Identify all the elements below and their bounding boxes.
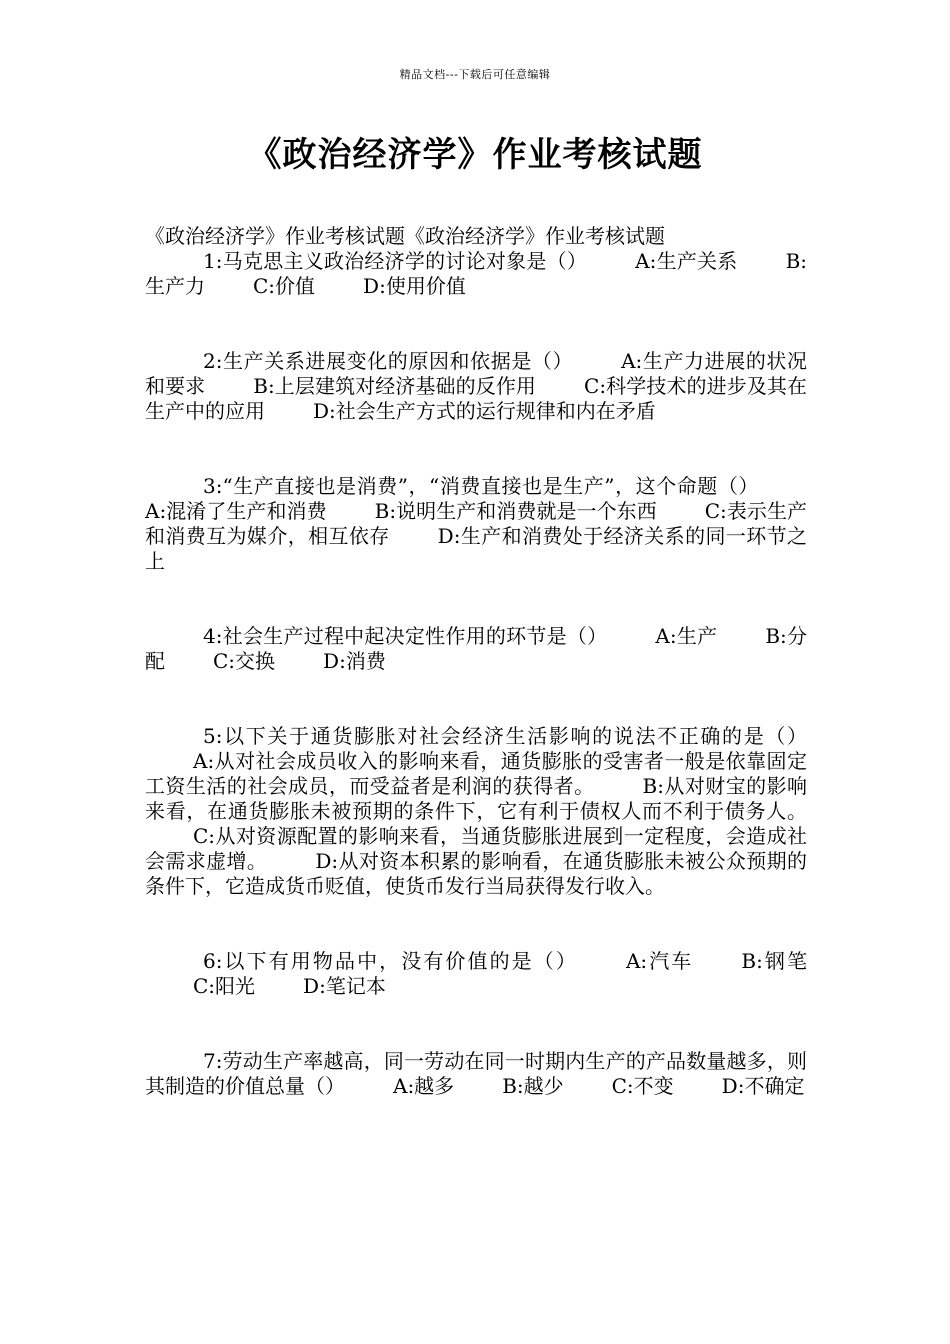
- option-a: A:生产力进展的状况和要求: [145, 349, 807, 398]
- question-stem: 2:生产关系进展变化的原因和依据是（）: [203, 349, 574, 373]
- option-a: A:混淆了生产和消费: [145, 499, 327, 523]
- option-c: C:阳光: [193, 974, 256, 998]
- option-a: A:生产: [655, 624, 718, 648]
- question-3: [145, 474, 807, 574]
- question-7: [145, 1049, 807, 1099]
- option-a: A:生产关系: [635, 249, 738, 273]
- question-stem: 1:马克思主义政治经济学的讨论对象是（）: [203, 249, 588, 273]
- question-stem: 3:“生产直接也是消费”，“消费直接也是生产”，这个命题（）: [203, 474, 759, 498]
- option-b: B:生产力: [145, 249, 807, 298]
- option-b: B:上层建筑对经济基础的反作用: [253, 374, 537, 398]
- question-5: [145, 724, 807, 899]
- page-title: 《政治经济学》作业考核试题: [247, 135, 703, 175]
- option-d: D:消费: [323, 649, 386, 673]
- question-1: [145, 249, 807, 299]
- option-c: C:表示生产和消费互为媒介，相互依存: [145, 499, 807, 548]
- option-c: C:不变: [611, 1074, 674, 1098]
- question-stem: 4:社会生产过程中起决定性作用的环节是（）: [203, 624, 608, 648]
- option-d: D:笔记本: [303, 974, 386, 998]
- header-note: 精品文档---下载后可任意编辑: [399, 68, 551, 81]
- intro-line: 《政治经济学》作业考核试题《政治经济学》作业考核试题: [145, 224, 665, 248]
- question-4: [145, 624, 807, 674]
- option-c: C:交换: [213, 649, 276, 673]
- option-b: B:说明生产和消费就是一个东西: [374, 499, 657, 523]
- option-d: D:生产和消费处于经济关系的同一环节之上: [145, 524, 808, 573]
- option-a: A:汽车: [625, 949, 694, 973]
- option-d: D:从对资本积累的影响看，在通货膨胀未被公众预期的条件下，它造成货币贬值，使货币发行当局获得发行收入。: [145, 849, 807, 898]
- question-2: [145, 349, 807, 424]
- option-b: B:从对财宝的影响来看，在通货膨胀未被预期的条件下，它有利于债权人而不利于债务人。: [145, 774, 807, 823]
- question-stem: 5:以下关于通货膨胀对社会经济生活影响的说法不正确的是（）: [203, 724, 807, 748]
- question-stem: 7:劳动生产率越高，同一劳动在同一时期内生产的产品数量越多，则其制造的价值总量（）: [145, 1049, 807, 1098]
- option-b: B:分配: [145, 624, 807, 673]
- option-c: C:科学技术的进步及其在生产中的应用: [145, 374, 808, 423]
- question-6: [145, 949, 807, 999]
- option-d: D:不确定: [721, 1074, 805, 1098]
- document-body: [145, 224, 807, 1099]
- option-b: B:钢笔: [741, 949, 807, 973]
- option-b: B:越少: [502, 1074, 564, 1098]
- option-a: A:从对社会成员收入的影响来看，通货膨胀的受害者一般是依靠固定工资生活的社会成员，而受益者是利润的获得者。: [145, 749, 807, 798]
- option-c: C:从对资源配置的影响来看，当通货膨胀进展到一定程度，会造成社会需求虚增。: [145, 824, 807, 873]
- option-a: A:越多: [393, 1074, 455, 1098]
- option-d: D:社会生产方式的运行规律和内在矛盾: [313, 399, 656, 423]
- option-d: D:使用价值: [363, 274, 466, 298]
- question-stem: 6:以下有用物品中，没有价值的是（）: [203, 949, 578, 973]
- option-c: C:价值: [253, 274, 316, 298]
